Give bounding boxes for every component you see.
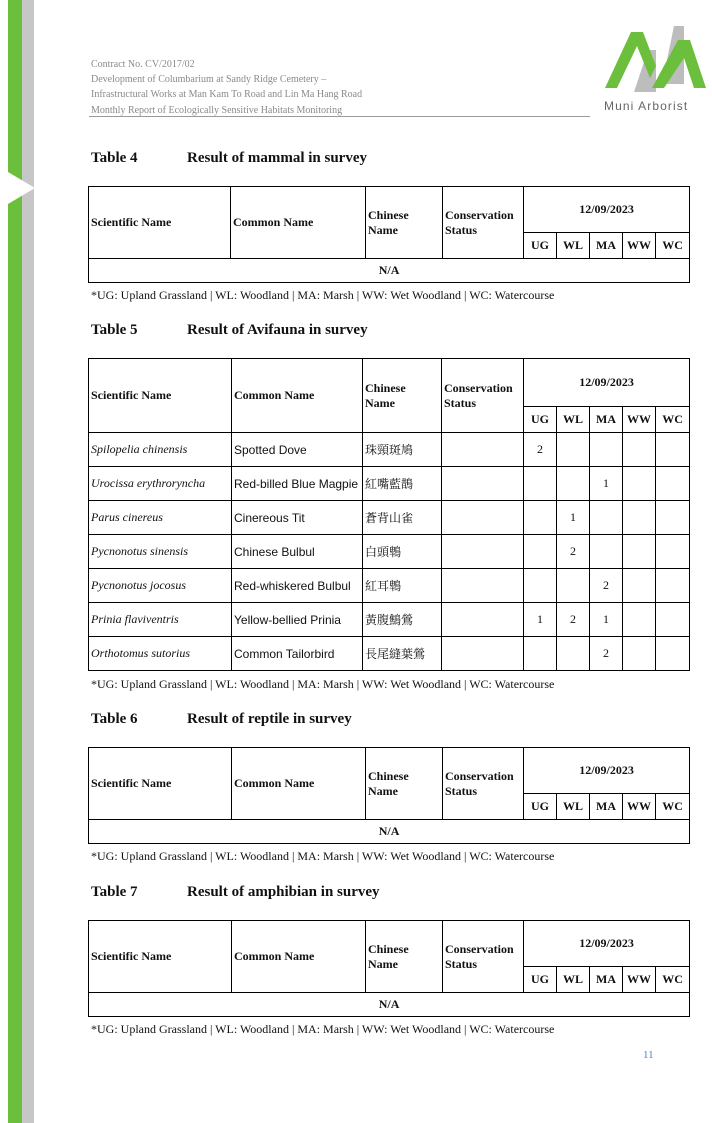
col-survey-date: 12/09/2023 [524, 921, 690, 967]
table-row [89, 603, 690, 637]
col-habitat-ug: UG [524, 407, 557, 433]
col-chinese-name: Chinese Name [366, 748, 443, 820]
col-habitat-ma: MA [590, 967, 623, 993]
col-habitat-wl: WL [557, 967, 590, 993]
count-cell-wl [557, 637, 590, 671]
logo-wordmark: Muni Arborist [604, 99, 689, 113]
chinese-name-cell: 白頭鵯 [363, 535, 442, 569]
scientific-name-cell: Orthotomus sutorius [89, 637, 232, 671]
table7-empty-cell: N/A [89, 993, 690, 1017]
col-habitat-ww: WW [623, 967, 656, 993]
count-cell-wc [656, 535, 690, 569]
count-cell-ug [524, 535, 557, 569]
conservation-status-cell [442, 603, 524, 637]
col-scientific-name: Scientific Name [89, 187, 231, 259]
col-conservation-status: Conservation Status [442, 359, 524, 433]
common-name-cell: Chinese Bulbul [232, 535, 363, 569]
table-row [89, 535, 690, 569]
table7-number: Table 7 [91, 884, 138, 900]
table4-title: Result of mammal in survey [187, 150, 367, 166]
col-habitat-ww: WW [623, 794, 656, 820]
table4-empty-cell: N/A [89, 259, 690, 283]
table4-caption [91, 150, 367, 167]
table5-title: Result of Avifauna in survey [187, 322, 368, 338]
count-cell-ww [623, 603, 656, 637]
col-conservation-status: Conservation Status [443, 187, 524, 259]
count-cell-ma: 1 [590, 603, 623, 637]
common-name-cell: Cinereous Tit [232, 501, 363, 535]
count-cell-ug: 2 [524, 433, 557, 467]
table7-amphibian [88, 920, 690, 1017]
count-cell-ug [524, 467, 557, 501]
common-name-cell: Yellow-bellied Prinia [232, 603, 363, 637]
count-cell-wc [656, 569, 690, 603]
conservation-status-cell [442, 501, 524, 535]
count-cell-ma: 2 [590, 637, 623, 671]
scientific-name-cell: Spilopelia chinensis [89, 433, 232, 467]
count-cell-wc [656, 501, 690, 535]
conservation-status-cell [442, 569, 524, 603]
project-title-line2: Infrastructural Works at Man Kam To Road and Lin Ma Hang Road [91, 89, 363, 101]
table7-caption [91, 884, 380, 901]
margin-bar-gray [22, 0, 34, 1123]
count-cell-ma: 2 [590, 569, 623, 603]
col-habitat-wc: WC [656, 407, 690, 433]
col-common-name: Common Name [232, 359, 363, 433]
table5-footnote: *UG: Upland Grassland | WL: Woodland | MA: Marsh | WW: Wet Woodland | WC: Watercourse [91, 677, 555, 691]
table6-empty-cell: N/A [89, 820, 690, 844]
common-name-cell: Red-whiskered Bulbul [232, 569, 363, 603]
col-common-name: Common Name [231, 187, 366, 259]
report-title: Monthly Report of Ecologically Sensitive Habitats Monitoring [91, 104, 343, 116]
count-cell-ww [623, 569, 656, 603]
count-cell-ug [524, 569, 557, 603]
col-chinese-name: Chinese Name [363, 359, 442, 433]
scientific-name-cell: Pycnonotus sinensis [89, 535, 232, 569]
count-cell-wl [557, 467, 590, 501]
table-row [89, 433, 690, 467]
common-name-cell: Spotted Dove [232, 433, 363, 467]
col-habitat-wl: WL [557, 407, 590, 433]
table-row [89, 637, 690, 671]
count-cell-ma [590, 501, 623, 535]
col-habitat-ug: UG [524, 233, 557, 259]
col-habitat-wl: WL [557, 233, 590, 259]
col-conservation-status: Conservation Status [443, 921, 524, 993]
count-cell-ww [623, 467, 656, 501]
count-cell-ug [524, 501, 557, 535]
col-habitat-ww: WW [623, 233, 656, 259]
scientific-name-cell: Parus cinereus [89, 501, 232, 535]
col-chinese-name: Chinese Name [366, 187, 443, 259]
count-cell-ma [590, 535, 623, 569]
project-title-line1: Development of Columbarium at Sandy Ridge Cemetery – [91, 74, 327, 86]
col-scientific-name: Scientific Name [89, 748, 232, 820]
count-cell-wl [557, 569, 590, 603]
table4-number: Table 4 [91, 150, 138, 166]
col-scientific-name: Scientific Name [89, 921, 232, 993]
margin-bar-notch [8, 172, 35, 204]
chinese-name-cell: 紅嘴藍鵲 [363, 467, 442, 501]
chinese-name-cell: 長尾縫葉鶯 [363, 637, 442, 671]
table6-title: Result of reptile in survey [187, 711, 352, 727]
common-name-cell: Red-billed Blue Magpie [232, 467, 363, 501]
table-row [89, 501, 690, 535]
count-cell-ma: 1 [590, 467, 623, 501]
count-cell-wl [557, 433, 590, 467]
col-habitat-ma: MA [590, 233, 623, 259]
document-header [91, 57, 591, 118]
table6-number: Table 6 [91, 711, 138, 727]
col-habitat-wc: WC [656, 967, 690, 993]
table6-footnote: *UG: Upland Grassland | WL: Woodland | MA: Marsh | WW: Wet Woodland | WC: Watercourse [91, 849, 555, 863]
contract-number: Contract No. CV/2017/02 [91, 59, 195, 70]
conservation-status-cell [442, 535, 524, 569]
chinese-name-cell: 黃腹鷦鶯 [363, 603, 442, 637]
col-habitat-ug: UG [524, 967, 557, 993]
conservation-status-cell [442, 433, 524, 467]
col-habitat-ma: MA [590, 407, 623, 433]
chinese-name-cell: 紅耳鵯 [363, 569, 442, 603]
col-habitat-ww: WW [623, 407, 656, 433]
col-common-name: Common Name [232, 748, 366, 820]
header-rule [89, 116, 590, 117]
count-cell-ww [623, 637, 656, 671]
col-survey-date: 12/09/2023 [524, 187, 690, 233]
scientific-name-cell: Pycnonotus jocosus [89, 569, 232, 603]
table5-caption [91, 322, 368, 339]
chinese-name-cell: 蒼背山雀 [363, 501, 442, 535]
col-chinese-name: Chinese Name [366, 921, 443, 993]
table-row [89, 467, 690, 501]
conservation-status-cell [442, 467, 524, 501]
scientific-name-cell: Prinia flaviventris [89, 603, 232, 637]
count-cell-ug: 1 [524, 603, 557, 637]
count-cell-ww [623, 433, 656, 467]
count-cell-ww [623, 501, 656, 535]
col-scientific-name: Scientific Name [89, 359, 232, 433]
count-cell-wc [656, 467, 690, 501]
col-habitat-ma: MA [590, 794, 623, 820]
count-cell-ug [524, 637, 557, 671]
table4-mammal [88, 186, 690, 283]
table6-caption [91, 711, 352, 728]
count-cell-wl: 2 [557, 603, 590, 637]
common-name-cell: Common Tailorbird [232, 637, 363, 671]
col-habitat-wl: WL [557, 794, 590, 820]
count-cell-wc [656, 433, 690, 467]
table4-footnote: *UG: Upland Grassland | WL: Woodland | MA: Marsh | WW: Wet Woodland | WC: Watercourse [91, 288, 555, 302]
col-habitat-ug: UG [524, 794, 557, 820]
table5-avifauna [88, 358, 690, 671]
chinese-name-cell: 珠頸斑鳩 [363, 433, 442, 467]
table5-number: Table 5 [91, 322, 138, 338]
col-survey-date: 12/09/2023 [524, 359, 690, 407]
table7-title: Result of amphibian in survey [187, 884, 380, 900]
avifauna-rows [89, 433, 690, 671]
conservation-status-cell [442, 637, 524, 671]
col-survey-date: 12/09/2023 [524, 748, 690, 794]
count-cell-wl: 1 [557, 501, 590, 535]
table-row [89, 569, 690, 603]
col-habitat-wc: WC [656, 233, 690, 259]
count-cell-ww [623, 535, 656, 569]
margin-bar-green [8, 0, 22, 1123]
count-cell-ma [590, 433, 623, 467]
table7-footnote: *UG: Upland Grassland | WL: Woodland | MA: Marsh | WW: Wet Woodland | WC: Watercourse [91, 1022, 555, 1036]
col-habitat-wc: WC [656, 794, 690, 820]
scientific-name-cell: Urocissa erythroryncha [89, 467, 232, 501]
count-cell-wl: 2 [557, 535, 590, 569]
count-cell-wc [656, 603, 690, 637]
col-conservation-status: Conservation Status [443, 748, 524, 820]
count-cell-wc [656, 637, 690, 671]
page-number: 11 [643, 1049, 654, 1061]
col-common-name: Common Name [232, 921, 366, 993]
table6-reptile [88, 747, 690, 844]
